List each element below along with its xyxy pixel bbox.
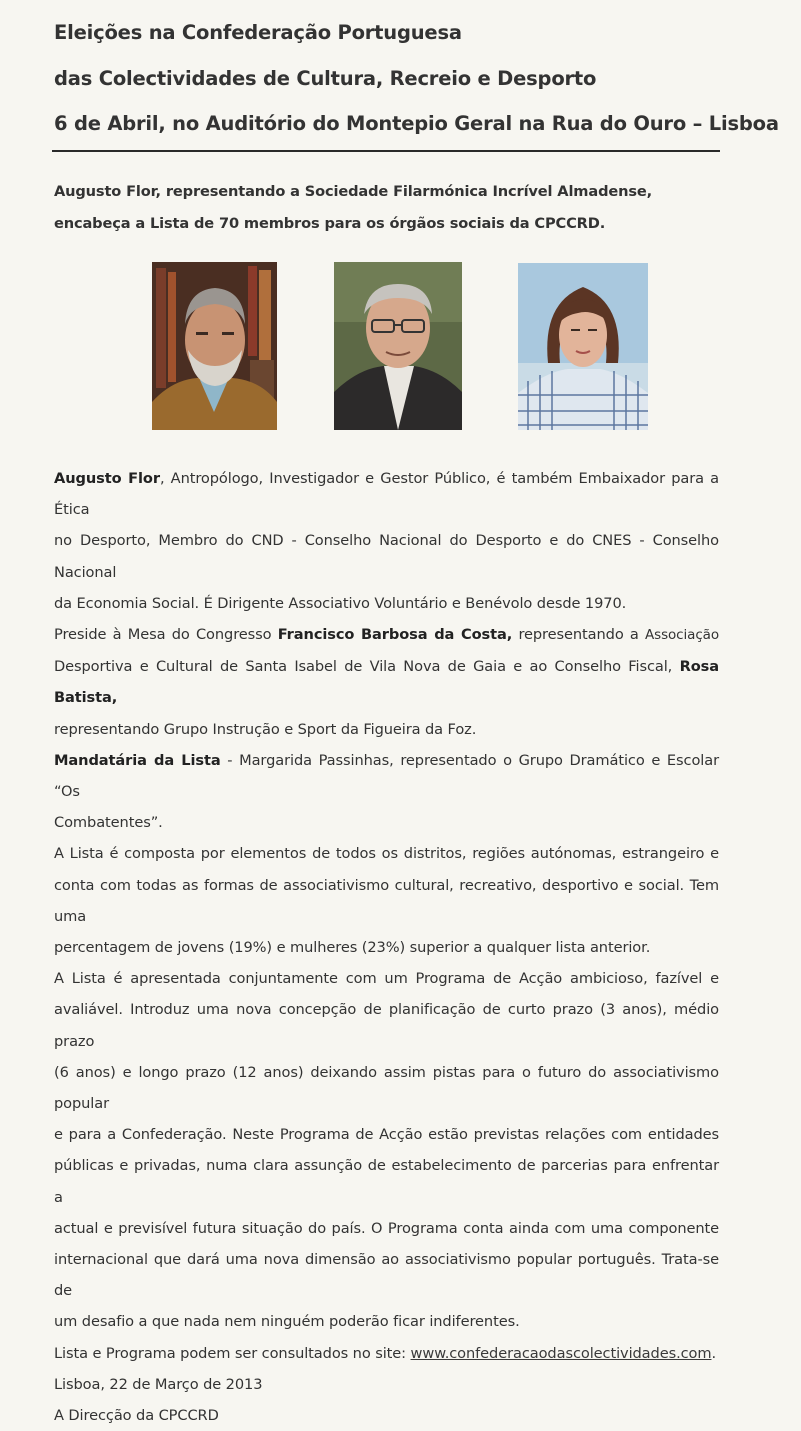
paragraph-program-line-8: um desafio a que nada nem ninguém poderão ficar indiferentes. — [54, 1313, 520, 1331]
website-link[interactable]: www.confederacaodascolectividades.com — [410, 1344, 712, 1362]
paragraph-congress — [54, 619, 719, 745]
photo-augusto-flor — [152, 262, 277, 430]
name-rosa-batista: Rosa Batista, — [54, 658, 719, 707]
title-line-3: 6 de Abril, no Auditório do Montepio Geral na Rua do Ouro – Lisboa — [54, 112, 779, 135]
name-francisco-barbosa-da-costa: Francisco Barbosa da Costa, — [277, 626, 513, 644]
paragraph-website: Lista e Programa podem ser consultados no site: www.confederacaodascolectividades.com. — [54, 1344, 717, 1362]
title-line-1: Eleições na Confederação Portuguesa — [54, 21, 462, 44]
paragraph-biography-line-1: Augusto Flor, Antropólogo, Investigador e Gestor Público, é também Embaixador para a Ética — [54, 470, 719, 519]
paragraph-program-line-5: públicas e privadas, numa clara assunção de estabelecimento de parcerias para enfrentar a — [54, 1157, 719, 1206]
paragraph-congress-line-2: Desportiva e Cultural de Santa Isabel de Vila Nova de Gaia e ao Conselho Fiscal, Rosa Batista, — [54, 658, 719, 707]
paragraph-program-line-2: avaliável. Introduz uma nova concepção de planificação de curto prazo (3 anos), médio prazo — [54, 1001, 719, 1050]
paragraph-mandataria-line-2: Combatentes”. — [54, 814, 163, 832]
paragraph-composition-line-3: percentagem de jovens (19%) e mulheres (23%) superior a qualquer lista anterior. — [54, 939, 651, 957]
body-text — [54, 463, 719, 1431]
paragraph-program-line-6: actual e previsível futura situação do país. O Programa conta ainda com uma componente — [54, 1219, 719, 1237]
paragraph-program-line-3: (6 anos) e longo prazo (12 anos) deixando assim pistas para o futuro do associativismo popular — [54, 1063, 719, 1113]
intro-line-1: Augusto Flor, representando a Sociedade Filarmónica Incrível Almadense, — [54, 183, 653, 200]
signature-line: A Direcção da CPCCRD — [54, 1407, 219, 1425]
label-mandataria: Mandatária da Lista — [54, 751, 221, 769]
date-line: Lisboa, 22 de Março de 2013 — [54, 1375, 263, 1393]
paragraph-composition — [54, 838, 719, 963]
paragraph-composition-line-2: conta com todas as formas de associativismo cultural, recreativo, desportivo e social. Tem uma — [54, 876, 719, 925]
paragraph-program-line-4: e para a Confederação. Neste Programa de Acção estão previstas relações com entidades — [54, 1126, 719, 1144]
paragraph-mandataria — [54, 745, 719, 839]
paragraph-composition-line-1: A Lista é composta por elementos de todos os distritos, regiões autónomas, estrangeiro e — [54, 845, 719, 863]
paragraph-biography-line-2: no Desporto, Membro do CND - Conselho Nacional do Desporto e do CNES - Conselho Nacional — [54, 532, 719, 581]
name-augusto-flor: Augusto Flor — [54, 470, 160, 487]
title-line-2: das Colectividades de Cultura, Recreio e Desporto — [54, 67, 597, 90]
paragraph-mandataria-line-1: Mandatária da Lista - Margarida Passinhas, representado o Grupo Dramático e Escolar “Os — [54, 751, 719, 801]
paragraph-congress-line-1: Preside à Mesa do Congresso Francisco Barbosa da Costa, representando a Associação — [54, 626, 719, 644]
paragraph-biography-line-3: da Economia Social. É Dirigente Associativo Voluntário e Benévolo desde 1970. — [54, 594, 627, 612]
photo-francisco-barbosa-da-costa — [334, 262, 462, 430]
paragraph-program-line-1: A Lista é apresentada conjuntamente com um Programa de Acção ambicioso, fazível e — [54, 970, 719, 988]
paragraph-biography — [54, 463, 719, 619]
paragraph-program — [54, 963, 719, 1337]
intro-line-2: encabeça a Lista de 70 membros para os órgãos sociais da CPCCRD. — [54, 215, 606, 232]
photo-rosa-batista — [518, 263, 648, 430]
header-divider — [52, 150, 720, 152]
paragraph-program-line-7: internacional que dará uma nova dimensão ao associativismo popular português. Trata-se de — [54, 1251, 719, 1300]
paragraph-congress-line-3: representando Grupo Instrução e Sport da Figueira da Foz. — [54, 720, 477, 738]
